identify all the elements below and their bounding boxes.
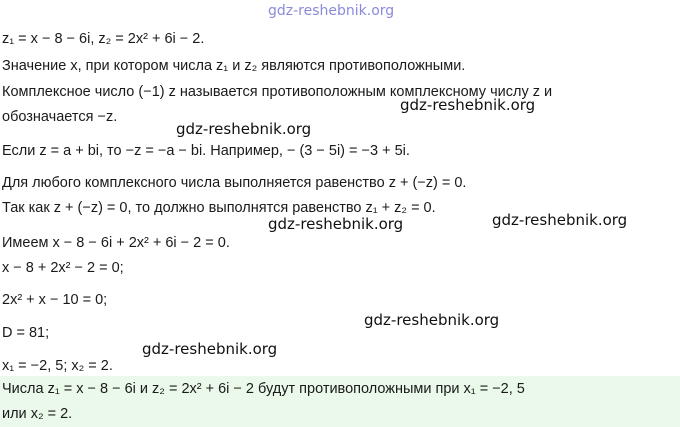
watermark: gdz-reshebnik.org bbox=[142, 340, 278, 358]
definition-line-2: обозначается −z. bbox=[2, 109, 118, 125]
watermark-top: gdz-reshebnik.org bbox=[268, 3, 395, 19]
given-line: z₁ = x − 8 − 6i, z₂ = 2x² + 6i − 2. bbox=[2, 31, 205, 47]
watermark: gdz-reshebnik.org bbox=[364, 311, 500, 329]
roots-line: x₁ = −2, 5; x₂ = 2. bbox=[2, 358, 113, 374]
discriminant-line: D = 81; bbox=[2, 325, 50, 341]
answer-line-2: или x₂ = 2. bbox=[2, 406, 73, 422]
answer-line-1: Числа z₁ = x − 8 − 6i и z₂ = 2x² + 6i − 2 будут противоположными при x₁ = −2, 5 bbox=[2, 381, 525, 397]
watermark: gdz-reshebnik.org bbox=[492, 211, 628, 229]
equation-line-3: 2x² + x − 10 = 0; bbox=[2, 292, 108, 308]
property-line: Для любого комплексного числа выполняется равенство z + (−z) = 0. bbox=[2, 175, 467, 191]
equation-line-2: x − 8 + 2x² − 2 = 0; bbox=[2, 260, 124, 276]
watermark: gdz-reshebnik.org bbox=[400, 96, 536, 114]
watermark: gdz-reshebnik.org bbox=[268, 215, 404, 233]
task-line: Значение x, при котором числа z₁ и z₂ являются противоположными. bbox=[2, 58, 466, 74]
equation-line-1: Имеем x − 8 − 6i + 2x² + 6i − 2 = 0. bbox=[2, 235, 230, 251]
answer-box bbox=[0, 376, 680, 427]
definition-line-1: Комплексное число (−1) z называется противоположным комплексному числу z и bbox=[2, 84, 553, 100]
example-line: Если z = a + bi, то −z = −a − bi. Например, − (3 − 5i) = −3 + 5i. bbox=[2, 143, 410, 159]
watermark: gdz-reshebnik.org bbox=[176, 120, 312, 138]
condition-line: Так как z + (−z) = 0, то должно выполнятся равенство z₁ + z₂ = 0. bbox=[2, 200, 436, 216]
